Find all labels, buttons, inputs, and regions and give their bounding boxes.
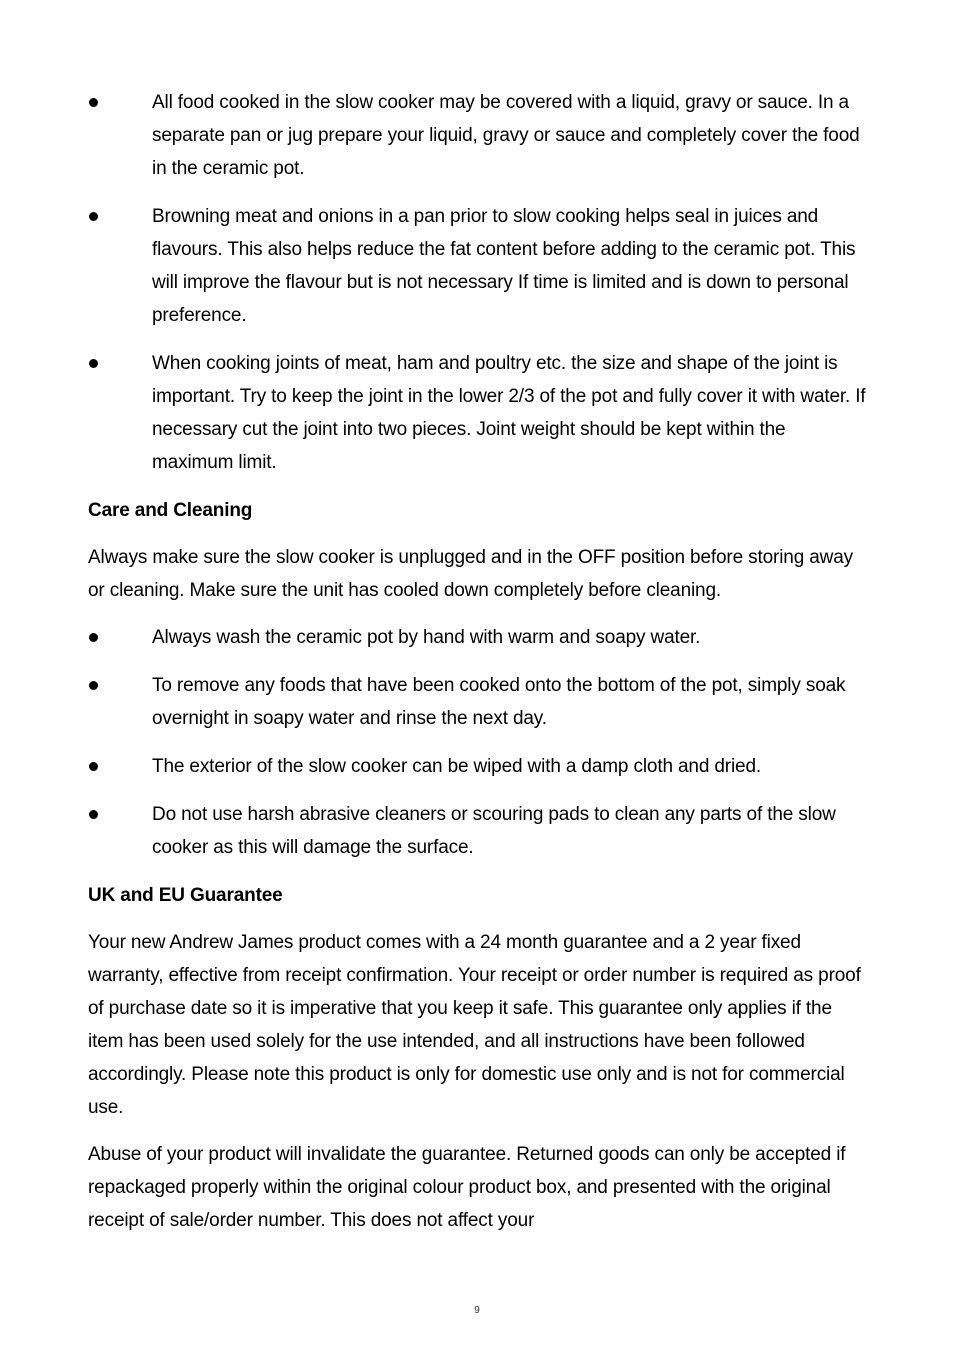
- bullet-icon: [89, 762, 98, 771]
- list-item-text: Browning meat and onions in a pan prior to slow cooking helps seal in juices and flavours. This also helps reduce the fat content before adding to the ceramic pot. This will improve the flavour but is not necessary If time is limited and is down to personal preference.: [152, 206, 856, 326]
- bullet-icon: [89, 810, 98, 819]
- list-item: [88, 669, 868, 735]
- list-item: [88, 750, 868, 783]
- list-item-text: Do not use harsh abrasive cleaners or scouring pads to clean any parts of the slow cooker as this will damage the surface.: [152, 804, 836, 858]
- list-item: [88, 347, 868, 479]
- list-item: [88, 621, 868, 654]
- bullet-icon: [89, 359, 98, 368]
- care-cleaning-intro: Always make sure the slow cooker is unplugged and in the OFF position before storing away or cleaning. Make sure the unit has cooled down completely before cleaning.: [88, 547, 854, 601]
- care-cleaning-heading: Care and Cleaning: [88, 500, 253, 521]
- list-item-text: The exterior of the slow cooker can be wiped with a damp cloth and dried.: [152, 756, 761, 777]
- bullet-icon: [89, 98, 98, 107]
- bullet-icon: [89, 212, 98, 221]
- page-content: [88, 86, 868, 1251]
- list-item-text: Always wash the ceramic pot by hand with warm and soapy water.: [152, 627, 701, 648]
- list-item: [88, 200, 868, 332]
- guarantee-paragraph: Your new Andrew James product comes with a 24 month guarantee and a 2 year fixed warranty, effective from receipt confirmation. Your receipt or order number is required as proof of purchase date so it is imperative that you keep it safe. This guarantee only applies if the item has been used solely for the use intended, and all instructions have been followed accordingly. Please note this product is only for domestic use only and is not for commercial use.: [88, 932, 861, 1118]
- list-item-text: To remove any foods that have been cooked onto the bottom of the pot, simply soak overnight in soapy water and rinse the next day.: [152, 675, 846, 729]
- page-number: 9: [474, 1305, 480, 1316]
- usage-tips-list: [88, 86, 868, 479]
- list-item-text: When cooking joints of meat, ham and poultry etc. the size and shape of the joint is important. Try to keep the joint in the lower 2/3 of the pot and fully cover it with water. If necessary cut the joint into two pieces. Joint weight should be kept within the maximum limit.: [152, 353, 866, 473]
- list-item-text: All food cooked in the slow cooker may be covered with a liquid, gravy or sauce. In a separate pan or jug prepare your liquid, gravy or sauce and completely cover the food in the ceramic pot.: [152, 92, 860, 179]
- guarantee-paragraph: Abuse of your product will invalidate the guarantee. Returned goods can only be accepted if repackaged properly within the original colour product box, and presented with the original receipt of sale/order number. This does not affect your: [88, 1144, 846, 1231]
- care-cleaning-list: [88, 621, 868, 864]
- guarantee-heading: UK and EU Guarantee: [88, 885, 283, 906]
- list-item: [88, 798, 868, 864]
- bullet-icon: [89, 633, 98, 642]
- list-item: [88, 86, 868, 185]
- bullet-icon: [89, 681, 98, 690]
